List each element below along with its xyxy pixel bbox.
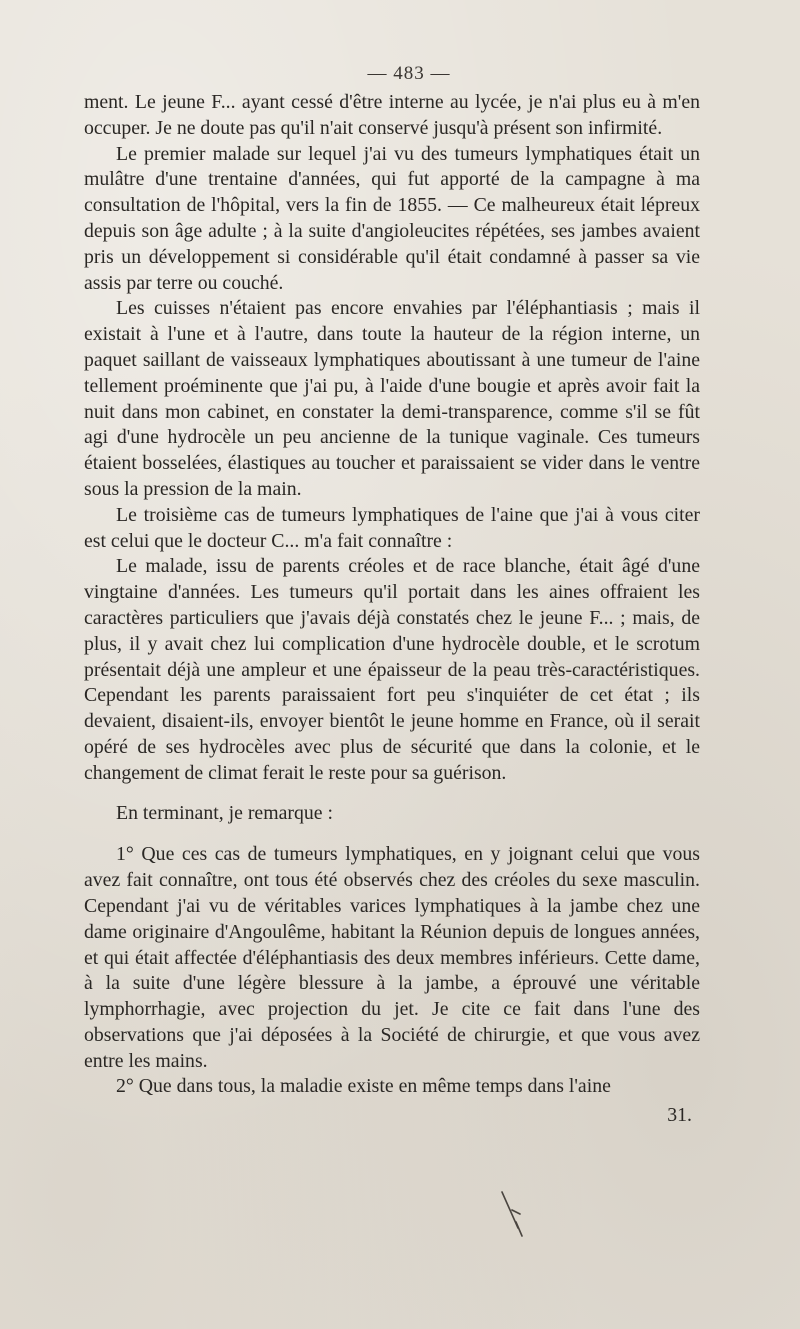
paragraph-point-one: 1° Que ces cas de tumeurs lymphatiques, en y joignant celui que vous avez fait connaître, ont tous été observés chez des créoles du sexe masculin. Cependant j'ai vu de véritables varices lymphatiques à la jambe chez une dame originaire d'Angoulême, habitant la Réunion depuis de longues années, et qui était affectée d'éléphantiasis des deux membres inférieurs. Cette dame, à la suite d'une légère blessure à la jambe, a éprouvé une véritable lymphorrhagie, avec projection du jet. Je cite ce fait dans l'une des observations que j'ai déposées à la Société de chirurgie, et que vous avez entre les mains. (84, 843, 700, 1072)
paragraph-conclusion-intro: En terminant, je remarque : (116, 801, 333, 824)
paragraph-continuation: ment. Le jeune F... ayant cessé d'être interne au lycée, je n'ai plus eu à m'en occuper. Je ne doute pas qu'il n'ait conservé jusqu'à présent son infirmité. (84, 91, 700, 139)
signature-mark: 31. (667, 1104, 692, 1127)
paragraph-thighs: Les cuisses n'étaient pas encore envahies par l'éléphantiasis ; mais il existait à l'une et à l'autre, dans toute la hauteur de la région interne, un paquet saillant de vaisseaux lymphatiques aboutissant à une tumeur de l'aine tellement proéminente que j'ai pu, à l'aide d'une bougie et après avoir fait la nuit dans mon cabinet, en constater la demi-transparence, comme s'il se fût agi d'une hydrocèle un peu ancienne de la tunique vaginale. Ces tumeurs étaient bosselées, élastiques au toucher et paraissaient se vider dans le ventre sous la pression de la main. (84, 297, 700, 500)
ink-stroke-mark (492, 1188, 532, 1240)
paragraph-first-case: Le premier malade sur lequel j'ai vu des tumeurs lymphatiques était un mulâtre d'une trentaine d'années, qui fut apporté de la campagne à ma consultation de l'hôpital, vers la fin de 1855. — Ce malheureux était lépreux depuis son âge adulte ; à la suite d'angioleucites répétées, ses jambes avaient pris un développement si considérable qu'il était condamné à passer sa vie assis par terre ou couché. (84, 142, 700, 294)
paragraph-third-case: Le troisième cas de tumeurs lymphatiques de l'aine que j'ai à vous citer est celui que le docteur C... m'a fait connaître : (84, 503, 700, 552)
book-page (84, 58, 700, 1128)
paragraph-point-two: 2° Que dans tous, la maladie existe en même temps dans l'aine (116, 1075, 611, 1098)
paragraph-patient: Le malade, issu de parents créoles et de race blanche, était âgé d'une vingtaine d'années. Les tumeurs qu'il portait dans les aines offraient les caractères particuliers que j'avais déjà constatés chez le jeune F... ; mais, de plus, il y avait chez lui complication d'une hydrocèle double, et le scrotum présentait déjà une ampleur et une épaisseur de la peau très-caractéristiques. Cependant les parents paraissaient fort peu s'inquiéter de cet état ; ils devaient, disaient-ils, envoyer bientôt le jeune homme en France, où il serait opéré de ses hydrocèles avec plus de sécurité que dans la colonie, et le changement de climat ferait le reste pour sa guérison. (84, 555, 700, 784)
page-number-header: — 483 — (367, 63, 451, 84)
body-text (84, 90, 700, 1100)
